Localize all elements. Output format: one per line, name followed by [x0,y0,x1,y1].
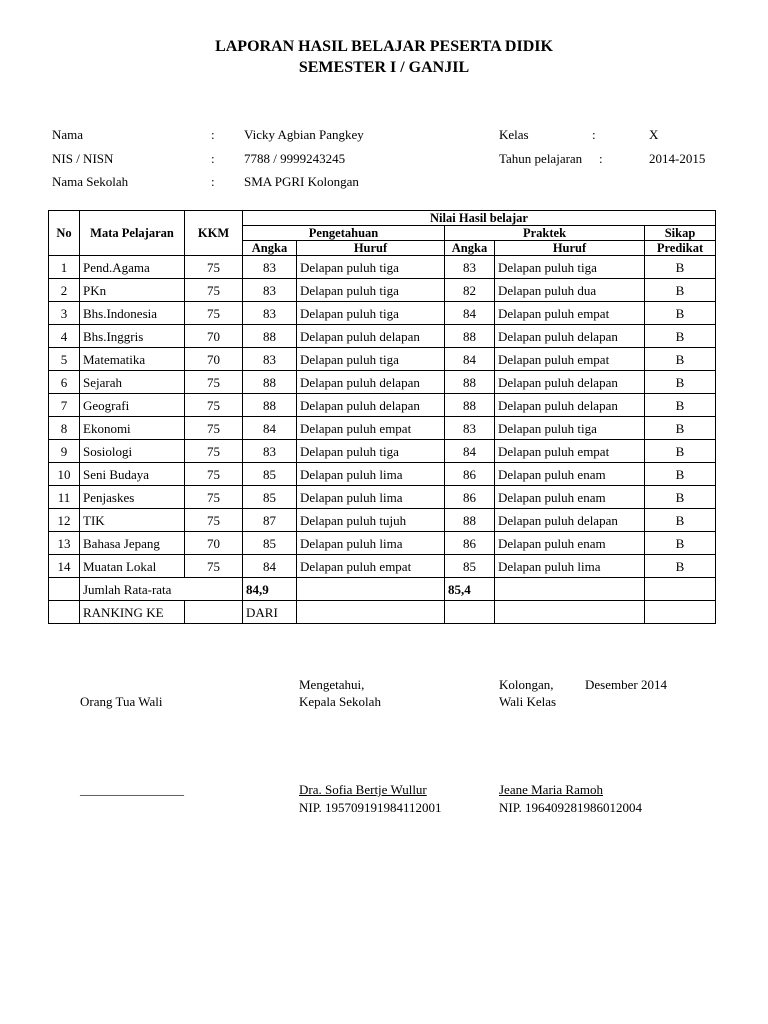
row-no: 8 [49,417,80,440]
table-row [49,348,716,371]
principal-nip: NIP. 195709191984112001 [299,800,442,815]
row-kkm: 75 [185,371,243,394]
ranking-of: DARI [243,601,297,624]
row-practice-score: 86 [445,532,495,555]
table-row [49,440,716,463]
header-knowledge: Pengetahuan [243,226,445,241]
principal-name: Dra. Sofia Bertje Wullur [299,782,427,797]
row-subject: Geografi [80,394,185,417]
row-subject: Pend.Agama [80,256,185,279]
row-no: 5 [49,348,80,371]
row-knowledge-score: 85 [243,532,297,555]
row-kkm: 75 [185,256,243,279]
row-predicate: B [645,440,716,463]
row-practice-letter: Delapan puluh tiga [495,256,645,279]
row-no: 13 [49,532,80,555]
row-practice-score: 88 [445,325,495,348]
row-knowledge-letter: Delapan puluh tiga [297,256,445,279]
class-label: Kelas [499,127,529,142]
row-subject: Bhs.Inggris [80,325,185,348]
row-subject: Matematika [80,348,185,371]
header-predicate: Predikat [645,241,716,256]
row-subject: PKn [80,279,185,302]
row-knowledge-score: 83 [243,348,297,371]
row-practice-score: 83 [445,256,495,279]
table-row [49,532,716,555]
place-text: Kolongan, [499,677,554,692]
nis-colon: : [211,151,215,166]
average-label: Jumlah Rata-rata [80,578,243,601]
teacher-name: Jeane Maria Ramoh [499,782,603,797]
row-predicate: B [645,532,716,555]
report-title: LAPORAN HASIL BELAJAR PESERTA DIDIK [215,38,553,55]
row-practice-score: 86 [445,486,495,509]
header-subject: Mata Pelajaran [80,211,185,256]
row-subject: Ekonomi [80,417,185,440]
row-practice-letter: Delapan puluh empat [495,302,645,325]
row-kkm: 75 [185,394,243,417]
row-practice-letter: Delapan puluh delapan [495,325,645,348]
row-practice-score: 85 [445,555,495,578]
principal-title: Kepala Sekolah [299,694,381,709]
row-subject: Muatan Lokal [80,555,185,578]
row-predicate: B [645,348,716,371]
row-knowledge-letter: Delapan puluh lima [297,532,445,555]
row-predicate: B [645,256,716,279]
row-kkm: 70 [185,325,243,348]
row-predicate: B [645,417,716,440]
row-no: 2 [49,279,80,302]
name-colon: : [211,127,215,142]
row-no: 14 [49,555,80,578]
row-practice-letter: Delapan puluh enam [495,486,645,509]
row-no: 4 [49,325,80,348]
table-row [49,256,716,279]
table-row [49,486,716,509]
row-practice-letter: Delapan puluh lima [495,555,645,578]
header-knowledge-letter: Huruf [297,241,445,256]
row-predicate: B [645,463,716,486]
row-kkm: 75 [185,463,243,486]
row-knowledge-letter: Delapan puluh delapan [297,394,445,417]
row-kkm: 75 [185,440,243,463]
row-predicate: B [645,325,716,348]
table-row [49,371,716,394]
row-practice-letter: Delapan puluh tiga [495,417,645,440]
row-practice-letter: Delapan puluh enam [495,532,645,555]
row-practice-score: 82 [445,279,495,302]
row-knowledge-letter: Delapan puluh delapan [297,325,445,348]
class-colon: : [592,127,596,142]
row-knowledge-score: 85 [243,486,297,509]
row-practice-score: 88 [445,394,495,417]
row-practice-score: 88 [445,371,495,394]
class-value: X [649,127,659,142]
row-no: 7 [49,394,80,417]
row-practice-score: 84 [445,348,495,371]
row-practice-letter: Delapan puluh delapan [495,509,645,532]
row-subject: TIK [80,509,185,532]
teacher-title: Wali Kelas [499,694,557,709]
ranking-label: RANKING KE [80,601,185,624]
table-row [49,325,716,348]
name-label: Nama [52,127,84,142]
row-knowledge-letter: Delapan puluh tiga [297,440,445,463]
row-practice-score: 88 [445,509,495,532]
acknowledge-text: Mengetahui, [299,677,365,692]
row-knowledge-letter: Delapan puluh tiga [297,279,445,302]
grades-table [48,210,716,624]
average-practice: 85,4 [445,578,495,601]
row-practice-letter: Delapan puluh enam [495,463,645,486]
row-subject: Bahasa Jepang [80,532,185,555]
row-no: 9 [49,440,80,463]
row-practice-letter: Delapan puluh delapan [495,394,645,417]
row-no: 12 [49,509,80,532]
row-knowledge-score: 84 [243,555,297,578]
row-knowledge-score: 84 [243,417,297,440]
table-row [49,279,716,302]
row-no: 1 [49,256,80,279]
table-row [49,509,716,532]
row-practice-letter: Delapan puluh empat [495,440,645,463]
row-knowledge-letter: Delapan puluh tujuh [297,509,445,532]
header-group: Nilai Hasil belajar [243,211,716,226]
header-no: No [49,211,80,256]
row-kkm: 75 [185,509,243,532]
row-practice-score: 83 [445,417,495,440]
table-row [49,302,716,325]
row-no: 10 [49,463,80,486]
row-subject: Sosiologi [80,440,185,463]
row-kkm: 70 [185,532,243,555]
row-knowledge-letter: Delapan puluh empat [297,555,445,578]
row-knowledge-letter: Delapan puluh lima [297,463,445,486]
row-knowledge-letter: Delapan puluh empat [297,417,445,440]
row-practice-score: 86 [445,463,495,486]
row-no: 6 [49,371,80,394]
row-knowledge-score: 88 [243,371,297,394]
name-value: Vicky Agbian Pangkey [244,127,364,142]
row-kkm: 75 [185,555,243,578]
row-subject: Penjaskes [80,486,185,509]
row-kkm: 75 [185,486,243,509]
table-row [49,394,716,417]
row-knowledge-score: 87 [243,509,297,532]
row-predicate: B [645,486,716,509]
year-label: Tahun pelajaran [499,151,583,166]
header-knowledge-score: Angka [243,241,297,256]
row-kkm: 75 [185,417,243,440]
row-predicate: B [645,371,716,394]
nis-label: NIS / NISN [52,151,114,166]
parent-label: Orang Tua Wali [80,694,163,709]
teacher-nip: NIP. 196409281986012004 [499,800,643,815]
header-practice-letter: Huruf [495,241,645,256]
row-knowledge-score: 88 [243,325,297,348]
report-subtitle: SEMESTER I / GANJIL [298,59,470,76]
row-knowledge-score: 88 [243,394,297,417]
row-practice-letter: Delapan puluh dua [495,279,645,302]
header-practice: Praktek [445,226,645,241]
parent-signature-line: ________________ [80,782,184,797]
row-predicate: B [645,509,716,532]
row-kkm: 75 [185,302,243,325]
header-kkm: KKM [185,211,243,256]
row-kkm: 70 [185,348,243,371]
row-knowledge-score: 83 [243,256,297,279]
row-predicate: B [645,555,716,578]
row-knowledge-letter: Delapan puluh tiga [297,302,445,325]
row-subject: Sejarah [80,371,185,394]
row-practice-letter: Delapan puluh delapan [495,371,645,394]
year-colon: : [599,151,603,166]
row-knowledge-score: 83 [243,302,297,325]
row-knowledge-score: 85 [243,463,297,486]
row-no: 3 [49,302,80,325]
average-knowledge: 84,9 [243,578,297,601]
table-row [49,417,716,440]
row-practice-score: 84 [445,302,495,325]
school-colon: : [211,174,215,189]
row-subject: Bhs.Indonesia [80,302,185,325]
row-kkm: 75 [185,279,243,302]
row-knowledge-letter: Delapan puluh tiga [297,348,445,371]
row-practice-score: 84 [445,440,495,463]
header-practice-score: Angka [445,241,495,256]
row-knowledge-score: 83 [243,279,297,302]
school-label: Nama Sekolah [52,174,129,189]
row-knowledge-letter: Delapan puluh lima [297,486,445,509]
row-predicate: B [645,279,716,302]
row-practice-letter: Delapan puluh empat [495,348,645,371]
year-value: 2014-2015 [649,151,706,166]
table-row [49,555,716,578]
row-predicate: B [645,394,716,417]
row-knowledge-letter: Delapan puluh delapan [297,371,445,394]
nis-value: 7788 / 9999243245 [244,151,346,166]
date-text: Desember 2014 [585,677,667,692]
row-predicate: B [645,302,716,325]
row-knowledge-score: 83 [243,440,297,463]
row-subject: Seni Budaya [80,463,185,486]
header-attitude: Sikap [645,226,716,241]
table-row [49,463,716,486]
row-no: 11 [49,486,80,509]
school-value: SMA PGRI Kolongan [244,174,359,189]
